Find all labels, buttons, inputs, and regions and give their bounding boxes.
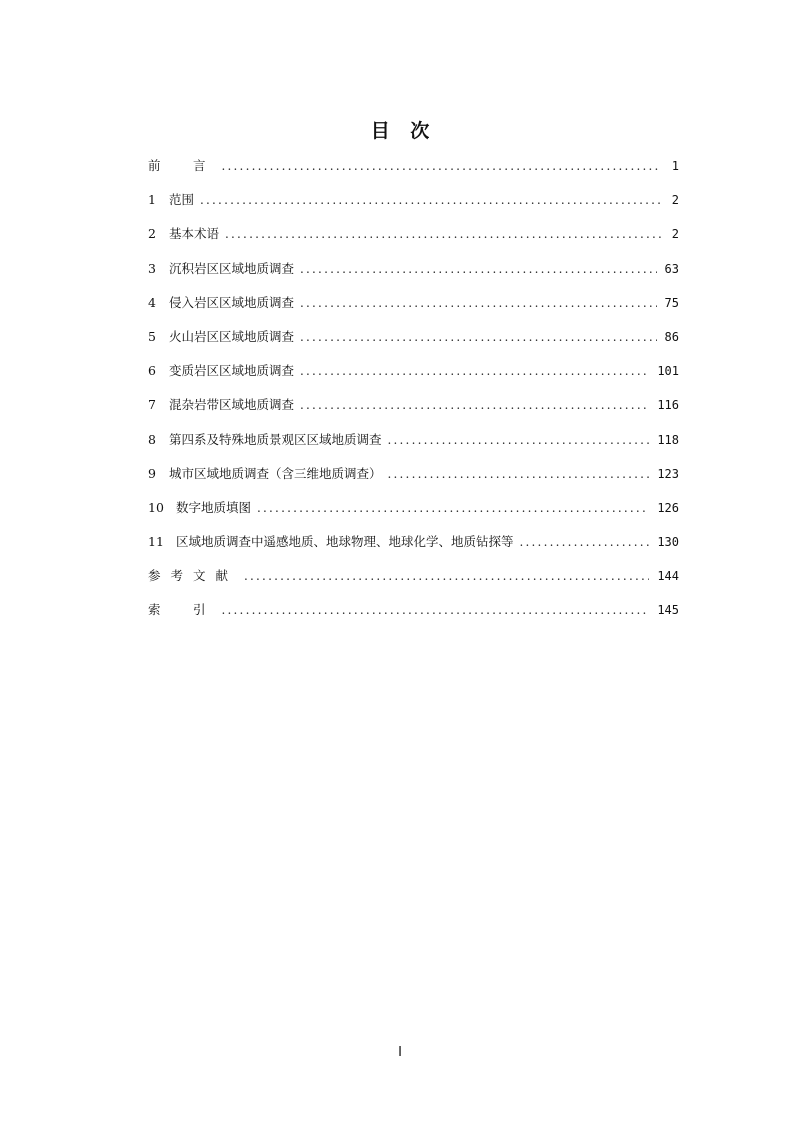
toc-title-text: 目 次 bbox=[370, 120, 430, 142]
toc-list bbox=[148, 157, 679, 636]
toc-leader-dots bbox=[388, 431, 650, 449]
toc-entry-number: 4 bbox=[148, 294, 156, 310]
toc-entry-label: 侵入岩区区域地质调查 bbox=[169, 294, 295, 310]
toc-entry-page: 144 bbox=[657, 569, 679, 584]
toc-entry[interactable] bbox=[148, 396, 679, 430]
toc-entry-label: 数字地质填图 bbox=[176, 499, 252, 515]
toc-entry[interactable] bbox=[148, 260, 679, 294]
toc-entry[interactable] bbox=[148, 499, 679, 533]
page-number: I bbox=[398, 1045, 402, 1060]
toc-entry-page: 1 bbox=[671, 159, 679, 173]
toc-leader-dots bbox=[300, 362, 649, 380]
toc-entry[interactable] bbox=[148, 567, 679, 601]
toc-entry-page: 116 bbox=[657, 398, 679, 413]
toc-leader-dots bbox=[520, 533, 650, 551]
toc-entry[interactable] bbox=[148, 431, 679, 465]
toc-entry-number: 2 bbox=[148, 226, 156, 242]
toc-entry[interactable] bbox=[148, 465, 679, 499]
toc-entry-label: 沉积岩区区域地质调查 bbox=[169, 260, 295, 276]
toc-entry-number: 5 bbox=[148, 328, 156, 344]
toc-entry-number: 1 bbox=[148, 192, 156, 208]
toc-entry-page: 130 bbox=[657, 535, 679, 550]
toc-entry-page: 86 bbox=[664, 329, 679, 344]
toc-entry-label: 索 引 bbox=[148, 602, 216, 618]
toc-entry[interactable] bbox=[148, 294, 679, 328]
toc-entry-label: 变质岩区区域地质调查 bbox=[169, 363, 295, 379]
toc-leader-dots bbox=[244, 567, 649, 585]
toc-entry-label: 火山岩区区域地质调查 bbox=[169, 328, 295, 344]
toc-entry-label: 基本术语 bbox=[169, 226, 220, 242]
toc-entry-page: 2 bbox=[671, 227, 679, 242]
toc-leader-dots bbox=[300, 396, 649, 414]
toc-leader-dots bbox=[388, 465, 650, 483]
toc-title bbox=[0, 116, 800, 143]
toc-leader-dots bbox=[300, 260, 657, 278]
toc-entry-label: 第四系及特殊地质景观区区域地质调查 bbox=[169, 431, 382, 447]
toc-entry-number: 10 bbox=[148, 499, 164, 515]
toc-leader-dots bbox=[222, 157, 661, 175]
toc-leader-dots bbox=[222, 601, 650, 619]
toc-entry-page: 101 bbox=[657, 364, 679, 379]
toc-entry-page: 123 bbox=[657, 466, 679, 481]
toc-entry[interactable] bbox=[148, 191, 679, 225]
toc-entry-label: 区域地质调查中遥感地质、地球物理、地球化学、地质钻探等 bbox=[176, 534, 514, 550]
toc-entry-page: 63 bbox=[664, 261, 679, 276]
toc-leader-dots bbox=[225, 225, 661, 243]
toc-leader-dots bbox=[300, 294, 657, 312]
toc-entry[interactable] bbox=[148, 601, 679, 635]
toc-leader-dots bbox=[257, 499, 649, 517]
toc-entry-number: 3 bbox=[148, 260, 156, 276]
toc-entry-page: 75 bbox=[664, 295, 679, 310]
toc-entry[interactable] bbox=[148, 533, 679, 567]
toc-entry-number: 11 bbox=[148, 534, 164, 550]
toc-entry-label: 城市区域地质调查（含三维地质调查） bbox=[169, 465, 382, 481]
toc-entry-number: 6 bbox=[148, 363, 156, 379]
toc-entry[interactable] bbox=[148, 328, 679, 362]
toc-entry-page: 118 bbox=[657, 432, 679, 447]
toc-entry-label: 参考文献 bbox=[148, 568, 239, 584]
toc-entry-page: 145 bbox=[657, 603, 679, 618]
toc-entry-page: 126 bbox=[657, 500, 679, 515]
toc-entry-label: 前 言 bbox=[148, 158, 216, 173]
toc-entry-label: 混杂岩带区域地质调查 bbox=[169, 397, 295, 413]
toc-entry[interactable] bbox=[148, 362, 679, 396]
toc-entry-number: 9 bbox=[148, 465, 156, 481]
toc-entry[interactable] bbox=[148, 157, 679, 191]
toc-entry-label: 范围 bbox=[169, 192, 195, 208]
toc-leader-dots bbox=[200, 191, 661, 209]
toc-entry[interactable] bbox=[148, 225, 679, 259]
toc-entry-page: 2 bbox=[671, 193, 679, 208]
toc-entry-number: 8 bbox=[148, 431, 156, 447]
toc-leader-dots bbox=[300, 328, 657, 346]
toc-entry-number: 7 bbox=[148, 397, 156, 413]
